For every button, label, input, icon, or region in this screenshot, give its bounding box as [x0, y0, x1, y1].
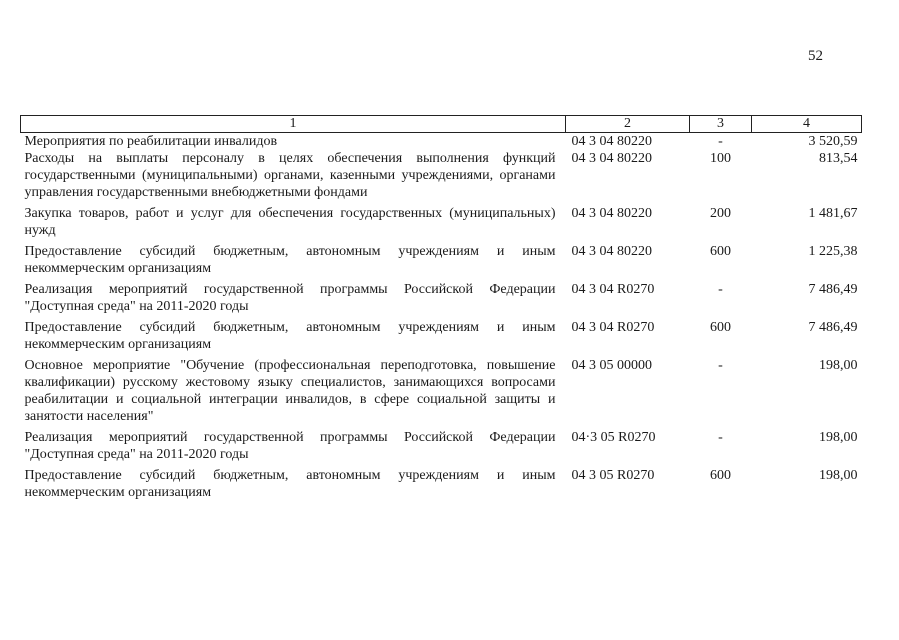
budget-table	[20, 115, 862, 505]
header-row	[21, 116, 862, 133]
row-type: 600	[710, 244, 731, 259]
row-type: 600	[710, 468, 731, 483]
row-code: 04 3 05 R0270	[571, 468, 655, 483]
row-amount: 813,54	[819, 151, 858, 166]
header-cell: 1	[21, 116, 566, 133]
row-description: Основное мероприятие "Обучение (профессиональная переподготовка, повышение квалификации) русскому жестовому языку специалистов, занимающихся вопросами реабилитации и социальной интеграции инвалидов, в сфере социальной защиты и занятости населения"	[24, 358, 556, 424]
row-description: Предоставление субсидий бюджетным, автономным учреждениям и иным некоммерческим организациям	[24, 320, 556, 352]
header-cell: 3	[690, 116, 752, 133]
row-amount: 3 520,59	[808, 134, 858, 149]
row-amount: 198,00	[819, 358, 858, 373]
table-row	[21, 429, 862, 467]
table-row	[21, 133, 862, 151]
row-amount: 7 486,49	[808, 320, 858, 335]
row-description: Реализация мероприятий государственной программы Российской Федерации "Доступная среда" на 2011-2020 годы	[24, 282, 556, 314]
row-type: 100	[710, 151, 731, 166]
row-description: Закупка товаров, работ и услуг для обеспечения государственных (муниципальных) нужд	[24, 206, 556, 238]
row-type: 600	[710, 320, 731, 335]
table-row	[21, 150, 862, 205]
header-cell: 2	[566, 116, 690, 133]
row-code: 04 3 05 00000	[571, 358, 652, 373]
row-code: 04 3 04 80220	[571, 206, 652, 221]
row-description: Реализация мероприятий государственной программы Российской Федерации "Доступная среда" на 2011-2020 годы	[24, 430, 556, 462]
row-amount: 198,00	[819, 430, 858, 445]
row-amount: 1 225,38	[808, 244, 858, 259]
row-type: 200	[710, 206, 731, 221]
page-number: 52	[808, 48, 823, 64]
row-code: 04 3 04 80220	[571, 151, 652, 166]
table-row	[21, 243, 862, 281]
row-description: Предоставление субсидий бюджетным, автономным учреждениям и иным некоммерческим организациям	[24, 244, 556, 276]
row-amount: 1 481,67	[808, 206, 858, 221]
row-amount: 7 486,49	[808, 282, 858, 297]
table-row	[21, 205, 862, 243]
row-type: -	[718, 430, 723, 445]
header-cell: 4	[752, 116, 862, 133]
table-row	[21, 281, 862, 319]
row-code: 04·3 05 R0270	[571, 430, 656, 445]
row-description: Предоставление субсидий бюджетным, автономным учреждениям и иным некоммерческим организациям	[24, 468, 556, 500]
row-description: Расходы на выплаты персоналу в целях обеспечения выполнения функций государственными (муниципальными) органами, казенными учреждениями, органами управления государственными внебюджетными фондами	[24, 151, 556, 200]
row-code: 04 3 04 R0270	[571, 282, 655, 297]
row-code: 04 3 04 R0270	[571, 320, 655, 335]
table-row	[21, 319, 862, 357]
table-row	[21, 467, 862, 505]
row-code: 04 3 04 80220	[571, 134, 652, 149]
row-description: Мероприятия по реабилитации инвалидов	[24, 134, 278, 149]
row-code: 04 3 04 80220	[571, 244, 652, 259]
table-row	[21, 357, 862, 429]
row-type: -	[718, 134, 723, 149]
row-type: -	[718, 358, 723, 373]
row-amount: 198,00	[819, 468, 858, 483]
row-type: -	[718, 282, 723, 297]
